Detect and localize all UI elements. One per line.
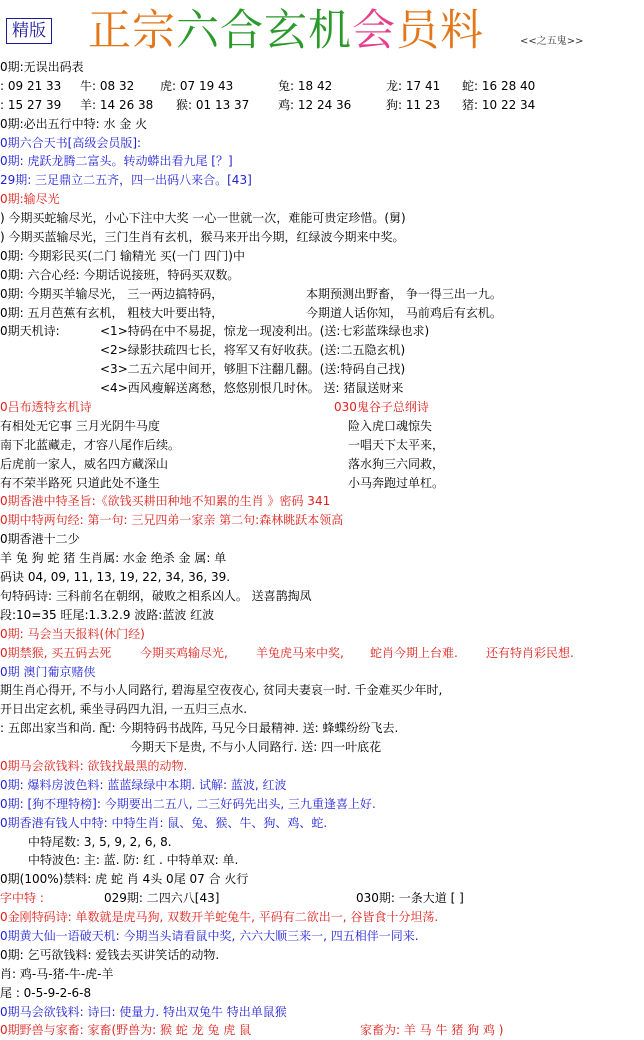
text-line	[0, 1003, 644, 1022]
text-line	[0, 341, 644, 360]
text-line	[0, 644, 644, 663]
page-title	[88, 4, 484, 58]
text-segment: 狗: 11 23	[386, 97, 441, 112]
text-segment: ) 今期买蓝输尽光，三门生肖有玄机，猴马来开出今期，红绿波今期来中奖。	[0, 230, 405, 245]
text-line	[0, 398, 644, 417]
text-segment: 一唱天下太平来，	[348, 437, 445, 452]
text-segment: 030鬼谷子总纲诗	[334, 400, 429, 415]
text-segment: 0期: 马会当天报料(休门经)	[0, 626, 145, 641]
text-segment: 0期:必出五行中特: 水 金 火	[0, 116, 148, 131]
text-line	[0, 927, 644, 946]
text-segment: 030期: 一条大道 [ ]	[356, 891, 464, 906]
text-segment: 羊: 14 26 38	[80, 97, 154, 112]
text-line	[0, 606, 644, 625]
text-line	[0, 795, 644, 814]
text-segment: 0期: 六合心经: 今期话说接班，特码买双数。	[0, 267, 240, 282]
text-segment: 今期买鸡输尽光,	[140, 645, 228, 660]
text-segment: 今期道人话你知， 马前鸡后有玄机。	[306, 305, 502, 320]
text-line	[0, 266, 644, 285]
text-segment: 码诀 04, 09, 11, 13, 19, 22, 34, 36, 39.	[0, 570, 231, 585]
text-line	[0, 946, 644, 965]
text-line	[0, 757, 644, 776]
text-line	[0, 511, 644, 530]
header	[0, 0, 644, 60]
author-tag: <<之五鬼>>	[520, 36, 584, 47]
text-segment: 虎: 07 19 43	[160, 78, 234, 93]
text-segment: ) 今期买蛇输尽光，小心下注中大奖 一心一世就一次，难能可贵定珍惜。(舅)	[0, 211, 406, 226]
text-segment: 0吕布透特玄机诗	[0, 400, 92, 415]
text-segment: 0期黄大仙一语破天机: 今期当头请看鼠中奖, 六六大顺三来一, 四五相伴一同来.	[0, 928, 419, 943]
text-line	[0, 152, 644, 171]
text-line	[0, 474, 644, 493]
text-segment: 南下北蓝藏走，才容八尾作后续。	[0, 437, 181, 452]
title-char: 宗	[132, 6, 176, 56]
text-segment: 0期:无误出码表	[0, 60, 84, 74]
text-segment: 0期: 虎跃龙腾二富头。转动蟒出看九尾 [？]	[0, 154, 233, 169]
text-segment: 0期野兽与家畜: 家畜(野兽为: 猴 蛇 龙 兔 虎 鼠	[0, 1023, 252, 1038]
text-line	[0, 304, 644, 323]
text-segment: 0期马会欲钱料: 欲钱找最黑的动物.	[0, 758, 188, 773]
text-segment: 还有特肖彩民想.	[486, 645, 574, 660]
text-segment: 蛇肖今期上台难.	[370, 645, 458, 660]
text-line	[0, 738, 644, 757]
text-line	[0, 984, 644, 1003]
text-segment: 家畜为: 羊 马 牛 猪 狗 鸡 )	[360, 1023, 504, 1038]
text-line	[0, 360, 644, 379]
text-line	[0, 587, 644, 606]
text-segment: 0期: [狗不理特榜]: 今期要出二五八, 二三好码先出头, 三九重逢喜上好.	[0, 796, 376, 811]
text-line	[0, 549, 644, 568]
text-line	[0, 1021, 644, 1040]
text-segment: 0期: 乞丐欲钱料: 爱钱去买讲笑话的动物.	[0, 947, 220, 962]
text-segment: 猴: 01 13 37	[176, 97, 250, 112]
text-segment: 有不荣半路死 只道此处不逢生	[0, 475, 160, 490]
text-segment: <1>特码在中不易捉，惊龙一现凌利出。(送:七彩蓝珠绿也求)	[100, 324, 430, 339]
text-segment: 字中特 :	[0, 891, 44, 906]
text-line	[0, 965, 644, 984]
content-body	[0, 58, 644, 1040]
text-segment: <4>西风瘦解送离愁，悠悠别恨几时休。 送: 猪鼠送财来	[100, 381, 404, 396]
text-line	[0, 908, 644, 927]
text-segment: 0期中特两句经: 第一句: 三兄四弟一家亲 第二句:森林眺跃本领高	[0, 513, 344, 528]
text-segment: 0期香港有钱人中特: 中特生肖: 鼠、兔、猴、牛、狗、鸡、蛇.	[0, 815, 328, 830]
text-segment: 段:10=35 旺尾:1.3.2.9 波路:蓝波 红波	[0, 607, 215, 622]
text-segment: 中特波色: 主: 蓝. 防: 红 . 中特单双: 单.	[28, 853, 239, 868]
text-line	[0, 228, 644, 247]
title-char: 员	[396, 6, 440, 56]
text-line	[0, 663, 644, 682]
text-segment: 29期: 三足鼎立二五齐，四一出码八来合。[43]	[0, 173, 252, 188]
text-line	[0, 115, 644, 134]
text-segment: 肖: 鸡-马-猪-牛-虎-羊	[0, 966, 114, 981]
text-line	[0, 77, 644, 96]
text-segment: 小马奔跑过单杠。	[348, 475, 445, 490]
text-line	[0, 681, 644, 700]
text-segment: 羊 兔 狗 蛇 猪 生肖属: 水金 绝杀 金 属: 单	[0, 551, 227, 566]
title-char: 合	[220, 6, 264, 56]
text-line	[0, 379, 644, 398]
text-line	[0, 209, 644, 228]
title-char: 玄	[264, 6, 308, 56]
text-line	[0, 851, 644, 870]
text-segment: 0金刚特码诗: 单数就是虎马狗, 双数开羊蛇兔牛, 平码有二欲出一, 谷皆食十分坦荡.	[0, 910, 439, 925]
text-segment: 0期(100%)禁料: 虎 蛇 肖 4头 0尾 07 合 火行	[0, 872, 249, 887]
text-segment: 0期天机诗:	[0, 324, 60, 339]
text-line	[0, 870, 644, 889]
text-line	[0, 625, 644, 644]
title-char: 料	[440, 6, 484, 56]
title-char: 正	[88, 6, 132, 56]
text-line	[0, 568, 644, 587]
text-line	[0, 134, 644, 153]
text-segment: 今期天下是贵, 不与小人同路行. 送: 四一叶底花	[130, 740, 382, 755]
title-char: 机	[308, 6, 352, 56]
text-segment: 0期禁猴, 买五码去死	[0, 645, 112, 660]
text-line	[0, 492, 644, 511]
text-line	[0, 285, 644, 304]
text-segment: 开日出定玄机, 乘坐寻码四九泪, 一五归三点水.	[0, 702, 248, 717]
text-line	[0, 436, 644, 455]
text-segment: 0期:输尽光	[0, 192, 60, 207]
text-line	[0, 58, 644, 77]
text-line	[0, 455, 644, 474]
text-segment: 羊兔虎马来中奖,	[256, 645, 344, 660]
text-line	[0, 530, 644, 549]
text-segment: 0期: 今期彩民买(二门 输精光 买(一门 四门)中	[0, 248, 245, 263]
text-segment: 029期: 二四六八[43]	[104, 891, 220, 906]
text-segment: 龙: 17 41	[386, 78, 441, 93]
text-segment: 蛇: 16 28 40	[462, 78, 536, 93]
text-segment: 猪: 10 22 34	[462, 97, 536, 112]
text-line	[0, 700, 644, 719]
text-segment: 本期预测出野畜， 争一得三出一九。	[306, 286, 502, 301]
text-segment: 险入虎口魂惊失	[348, 418, 433, 433]
text-line	[0, 417, 644, 436]
title-char: 会	[352, 6, 396, 56]
text-segment: 中特尾数: 3, 5, 9, 2, 6, 8.	[28, 834, 172, 849]
text-segment: : 五郎出家当和尚. 配: 今期特码书战阵, 马兄今日最精神. 送: 蜂蝶纷纷飞去.	[0, 721, 399, 736]
text-segment: <2>绿影扶疏四七长，将军又有好收获。(送:二五隐玄机)	[100, 343, 406, 358]
text-line	[0, 814, 644, 833]
text-segment: 句特码诗: 三科前名在朝纲，破败之相系凶人。 送喜鹊掏凤	[0, 588, 312, 603]
text-segment: 有相处无它事 三月光阴牛马度	[0, 418, 160, 433]
text-segment: 兔: 18 42	[278, 78, 333, 93]
text-segment: 牛: 08 32	[80, 78, 135, 93]
text-segment: 0期香港十二少	[0, 532, 80, 547]
text-line	[0, 322, 644, 341]
text-line	[0, 190, 644, 209]
text-segment: 0期: 爆料房波色料: 蓝蓝绿绿中本期. 试解: 蓝波, 红波	[0, 777, 287, 792]
text-segment: 鸡: 12 24 36	[278, 97, 352, 112]
text-segment: <3>二五六尾中间开，够胆下注翻几翻。(送:特码自己找)	[100, 362, 406, 377]
text-line	[0, 247, 644, 266]
text-segment: 期生肖心得开, 不与小人同路行, 碧海星空夜夜心, 贫同夫妻哀一时. 千金难买少年时,	[0, 683, 443, 698]
text-segment: : 15 27 39	[0, 97, 62, 112]
edition-badge: 精版	[6, 18, 52, 44]
text-segment: 尾 : 0-5-9-2-6-8	[0, 985, 92, 1000]
text-segment: : 09 21 33	[0, 78, 62, 93]
text-segment: 0期马会欲钱料: 诗曰: 使量力. 特出双兔牛 特出单鼠猴	[0, 1004, 287, 1019]
text-segment: 后虎前一家人，威名四方藏深山	[0, 456, 169, 471]
text-line	[0, 719, 644, 738]
text-segment: 落水狗三六同救，	[348, 456, 445, 471]
text-segment: 0期 澳门葡京赌侠	[0, 664, 96, 679]
text-segment: 0期六合天书[高级会员版]:	[0, 135, 142, 150]
text-line	[0, 171, 644, 190]
text-segment: 0期: 五月芭蕉有玄机， 粗枝大叶要出特，	[0, 305, 224, 320]
text-line	[0, 833, 644, 852]
text-line	[0, 889, 644, 908]
title-char: 六	[176, 6, 220, 56]
text-segment: 0期香港中特圣旨:《欲钱买耕田种地不知累的生肖 》密码 341	[0, 494, 331, 509]
text-line	[0, 96, 644, 115]
text-line	[0, 776, 644, 795]
text-segment: 0期: 今期买羊输尽光， 三一两边搞特码，	[0, 286, 224, 301]
